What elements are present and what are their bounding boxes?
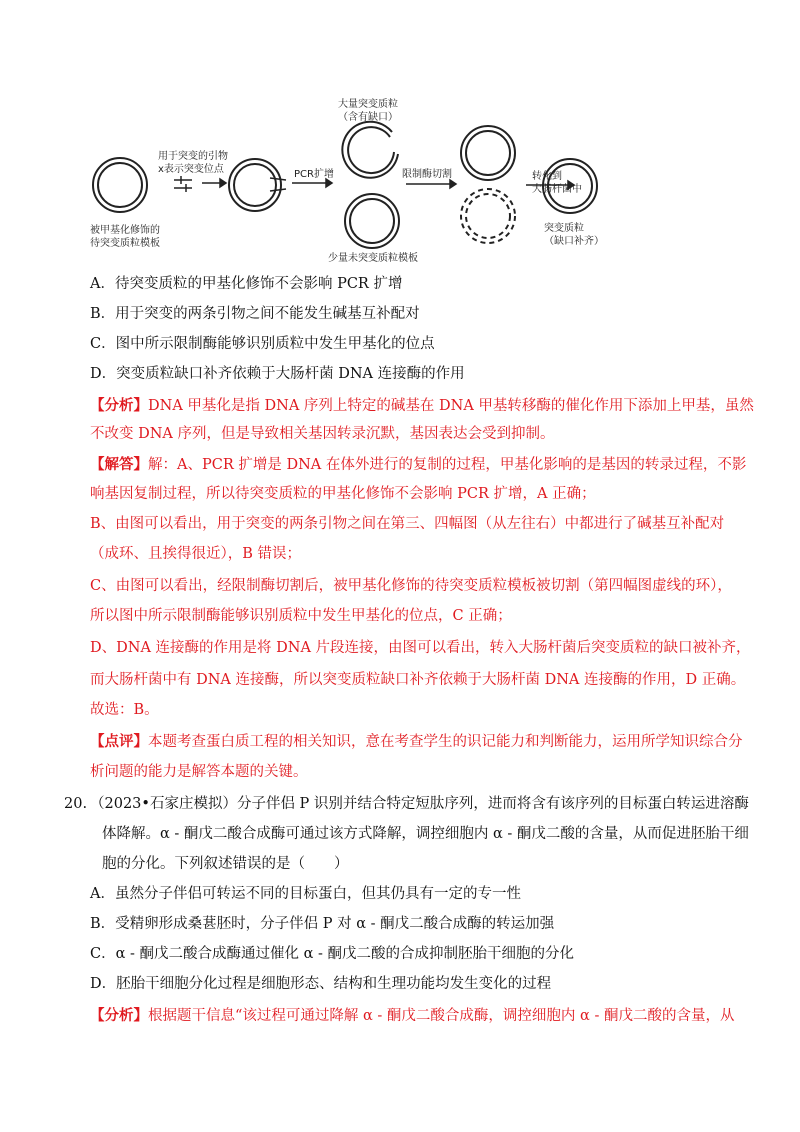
plasmid-with-primers xyxy=(229,159,281,211)
q19-option-d: D．突变质粒缺口补齐依赖于大肠杆菌 DNA 连接酶的作用 xyxy=(90,366,465,382)
q20-stem-2: 体降解。α - 酮戊二酸合成酶可通过该方式降解，调控细胞内 α - 酮戊二酸的含量，从而促进胚胎干细 xyxy=(102,826,749,842)
q19-comment-2: 析问题的能力是解答本题的关键。 xyxy=(90,764,308,780)
label-template: 被甲基化修饰的 待突变质粒模板 xyxy=(90,225,160,249)
mutant-plasmid-after-cut xyxy=(461,126,515,180)
unmutated-template-plasmid xyxy=(345,194,399,248)
cut-arrow xyxy=(406,180,456,188)
q20-stem-1: （2023•石家庄模拟）分子伴侣 P 识别并结合特定短肽序列，进而将含有该序列的目标蛋白转运进溶酶 xyxy=(90,796,749,812)
q19-answer-3: B、由图可以看出，用于突变的两条引物之间在第三、四幅图（从左往右）中都进行了碱基互补配对 xyxy=(90,516,725,532)
label-transfer: 转化到 大肠杆菌中 xyxy=(532,171,582,195)
gapped-mutant-plasmid xyxy=(342,122,398,178)
plasmid-mutation-diagram xyxy=(80,88,604,268)
label-pcr: PCR扩增 xyxy=(294,169,334,180)
q20-option-a: A．虽然分子伴侣可转运不同的目标蛋白，但其仍具有一定的专一性 xyxy=(90,886,521,902)
label-many-mutant: 大量突变质粒 （含有缺口） xyxy=(338,99,398,123)
q19-answer-8: 而大肠杆菌中有 DNA 连接酶，所以突变质粒缺口补齐依赖于大肠杆菌 DNA 连接酶的作用，D 正确。 xyxy=(90,672,746,688)
q19-answer-4: （成环、且挨得很近），B 错误； xyxy=(90,546,302,562)
q19-option-a: A．待突变质粒的甲基化修饰不会影响 PCR 扩增 xyxy=(90,276,403,292)
arrow-1 xyxy=(202,179,226,187)
label-mutant-plasmid: 突变质粒 （缺口补齐） xyxy=(544,223,604,247)
q19-answer-7: D、DNA 连接酶的作用是将 DNA 片段连接，由图可以看出，转入大肠杆菌后突变质粒的缺口被补齐， xyxy=(90,640,751,656)
cut-template-dashed xyxy=(461,189,515,243)
q19-comment: 【点评】本题考查蛋白质工程的相关知识，意在考查学生的识记能力和判断能力，运用所学知识综合分 xyxy=(90,733,743,750)
q20-analysis: 【分析】根据题干信息“该过程可通过降解 α - 酮戊二酸合成酶，调控细胞内 α - 酮戊二酸的含量，从 xyxy=(90,1007,735,1024)
q20-stem-3: 胞的分化。下列叙述错误的是（ ） xyxy=(102,856,349,872)
q19-answer-6: 所以图中所示限制酶能够识别质粒中发生甲基化的位点，C 正确； xyxy=(90,608,512,624)
label-restriction-cut: 限制酶切割 xyxy=(402,169,452,180)
q20-option-c: C．α - 酮戊二酸合成酶通过催化 α - 酮戊二酸的合成抑制胚胎干细胞的分化 xyxy=(90,946,575,962)
q19-analysis: 【分析】DNA 甲基化是指 DNA 序列上特定的碱基在 DNA 甲基转移酶的催化作用下添加上甲基，虽然 xyxy=(90,397,754,414)
q20-option-d: D．胚胎干细胞分化过程是细胞形态、结构和生理功能均发生变化的过程 xyxy=(90,976,552,992)
q19-analysis-cont: 不改变 DNA 序列，但是导致相关基因转录沉默，基因表达会受到抑制。 xyxy=(90,426,555,442)
template-plasmid xyxy=(93,158,147,212)
label-few-template: 少量未突变质粒模板 xyxy=(328,253,418,264)
primer-marks xyxy=(174,176,192,192)
q20-number: 20. xyxy=(64,796,88,812)
q19-option-c: C．图中所示限制酶能够识别质粒中发生甲基化的位点 xyxy=(90,336,435,352)
q19-answer-5: C、由图可以看出，经限制酶切割后，被甲基化修饰的待突变质粒模板被切割（第四幅图虚线的环）， xyxy=(90,578,732,594)
q19-option-b: B．用于突变的两条引物之间不能发生碱基互补配对 xyxy=(90,306,420,322)
q19-answer-2: 响基因复制过程，所以待突变质粒的甲基化修饰不会影响 PCR 扩增，A 正确； xyxy=(90,486,596,502)
q19-answer-9: 故选：B。 xyxy=(90,702,159,718)
q20-option-b: B．受精卵形成桑葚胚时，分子伴侣 P 对 α - 酮戊二酸合成酶的转运加强 xyxy=(90,916,555,932)
q19-answer: 【解答】解：A、PCR 扩增是 DNA 在体外进行的复制的过程，甲基化影响的是基因的转录过程，不影 xyxy=(90,456,747,473)
label-primer: 用于突变的引物 x表示突变位点 xyxy=(158,151,228,175)
